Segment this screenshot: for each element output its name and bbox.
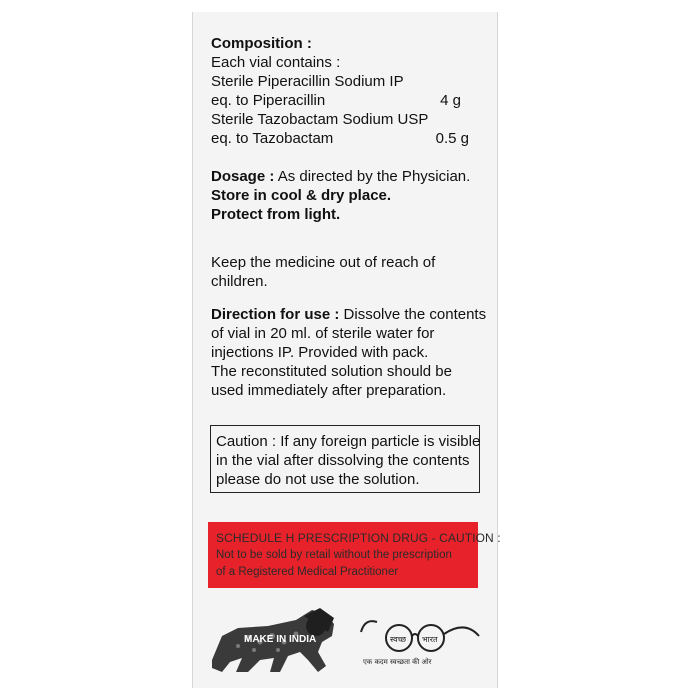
composition-line: Sterile Tazobactam Sodium USP xyxy=(211,111,429,128)
caution-line: in the vial after dissolving the contents xyxy=(216,452,470,469)
make-in-india-lion-logo xyxy=(208,606,338,676)
make-in-india-text: MAKE IN INDIA xyxy=(244,634,317,645)
direction-line: The reconstituted solution should be xyxy=(211,363,452,380)
storage-line: Store in cool & dry place. xyxy=(211,187,392,204)
keep-line-2: children. xyxy=(211,273,268,290)
caution-line: please do not use the solution. xyxy=(216,471,420,488)
swachh-tagline: एक कदम स्वच्छता की ओर xyxy=(363,658,432,666)
schedule-header: SCHEDULE H PRESCRIPTION DRUG - CAUTION : xyxy=(216,531,501,545)
caution-box xyxy=(210,425,480,493)
keep-line-1: Keep the medicine out of reach of xyxy=(211,254,436,271)
direction-line: injections IP. Provided with pack. xyxy=(211,344,429,361)
composition-line: eq. to Tazobactam 0.5 g xyxy=(211,130,469,147)
direction-line: of vial in 20 ml. of sterile water for xyxy=(211,325,435,342)
caution-line: Caution : If any foreign particle is visible xyxy=(216,433,481,450)
schedule-line: of a Registered Medical Practitioner xyxy=(216,566,399,578)
direction-line: used immediately after preparation. xyxy=(211,382,447,399)
swachh-text: स्वच्छ xyxy=(390,635,407,644)
composition-line: Sterile Piperacillin Sodium IP xyxy=(211,73,404,90)
direction-line: Direction for use : Dissolve the contents xyxy=(211,306,487,323)
label-content xyxy=(211,34,491,400)
composition-line: Each vial contains : xyxy=(211,54,341,71)
dosage-line: Dosage : As directed by the Physician. xyxy=(211,168,471,185)
composition-title: Composition : xyxy=(211,35,312,52)
composition-line: eq. to Piperacillin 4 g xyxy=(211,92,461,109)
bharat-text: भारत xyxy=(422,635,438,644)
swachh-bharat-logo xyxy=(355,614,485,674)
schedule-h-banner xyxy=(208,522,501,588)
schedule-line: Not to be sold by retail without the prescription xyxy=(216,549,452,561)
light-line: Protect from light. xyxy=(211,206,341,223)
